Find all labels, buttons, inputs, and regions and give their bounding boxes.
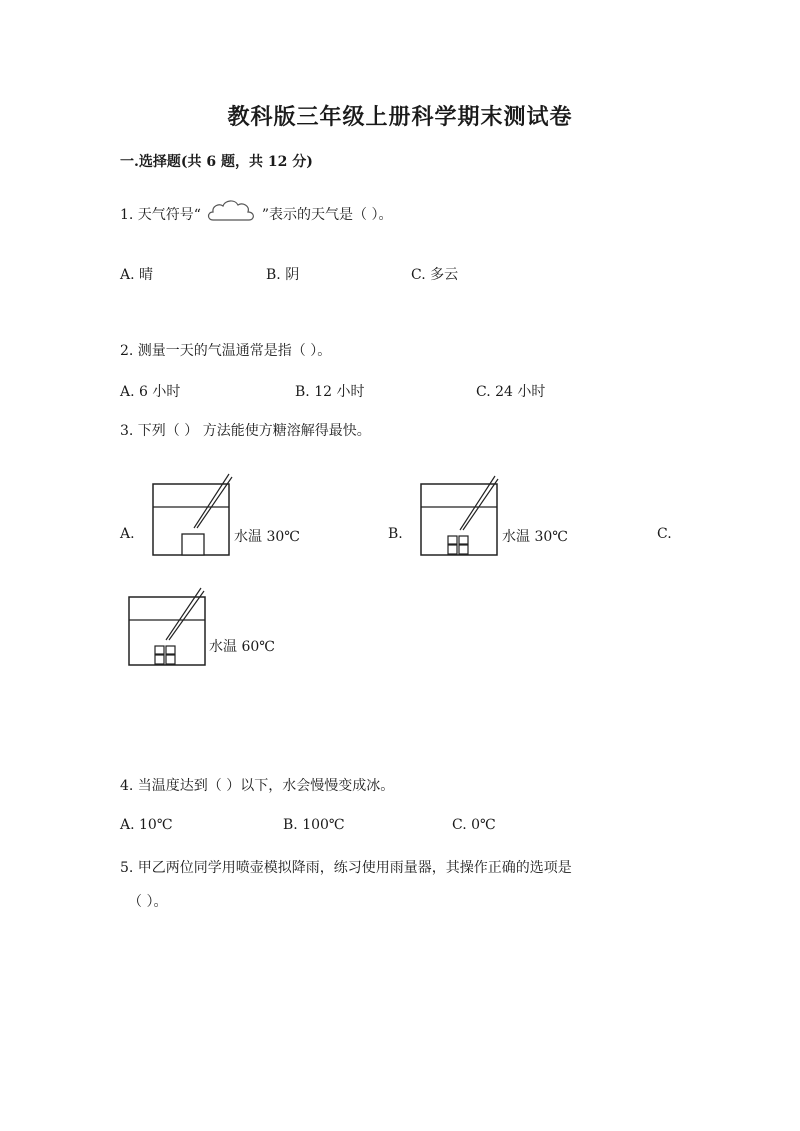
question-1-stem-end: ”表示的天气是（ ）。 [261, 207, 393, 223]
beaker-broken-sugar-figure-60 [128, 586, 208, 666]
q3-option-a-letter[interactable]: A. [120, 526, 135, 542]
q1-option-c[interactable]: C. 多云 [411, 267, 459, 283]
q3-option-a-caption: 水温 30℃ [234, 529, 300, 545]
question-1 [120, 204, 392, 226]
question-1-stem-start: 1. 天气符号“ [120, 207, 201, 223]
q4-option-c[interactable]: C. 0℃ [452, 817, 496, 833]
question-5-blank: （ ）。 [128, 894, 168, 910]
q2-option-b[interactable]: B. 12 小时 [295, 384, 365, 400]
q3-option-c-letter[interactable]: C. [657, 526, 672, 542]
beaker-whole-cube-figure [152, 474, 232, 556]
question-2: 2. 测量一天的气温通常是指（ ）。 [120, 343, 332, 359]
cloud-icon [205, 204, 257, 226]
q3-option-b-letter[interactable]: B. [388, 526, 403, 542]
q1-option-b[interactable]: B. 阴 [266, 267, 300, 283]
q4-option-a[interactable]: A. 10℃ [120, 817, 173, 833]
section-heading: 一.选择题(共 6 题，共 12 分) [120, 154, 313, 170]
q1-option-a[interactable]: A. 晴 [120, 267, 154, 283]
q3-option-c-caption: 水温 60℃ [209, 639, 275, 655]
q2-option-a[interactable]: A. 6 小时 [120, 384, 181, 400]
question-5: 5. 甲乙两位同学用喷壶模拟降雨，练习使用雨量器，其操作正确的选项是 [120, 860, 572, 876]
question-4: 4. 当温度达到（ ）以下，水会慢慢变成冰。 [120, 778, 395, 794]
question-3: 3. 下列（ ） 方法能使方糖溶解得最快。 [120, 423, 371, 439]
q4-option-b[interactable]: B. 100℃ [283, 817, 345, 833]
q3-option-b-caption: 水温 30℃ [502, 529, 568, 545]
q2-option-c[interactable]: C. 24 小时 [476, 384, 546, 400]
beaker-broken-sugar-figure-30 [420, 474, 500, 556]
page-title: 教科版三年级上册科学期末测试卷 [227, 104, 573, 130]
